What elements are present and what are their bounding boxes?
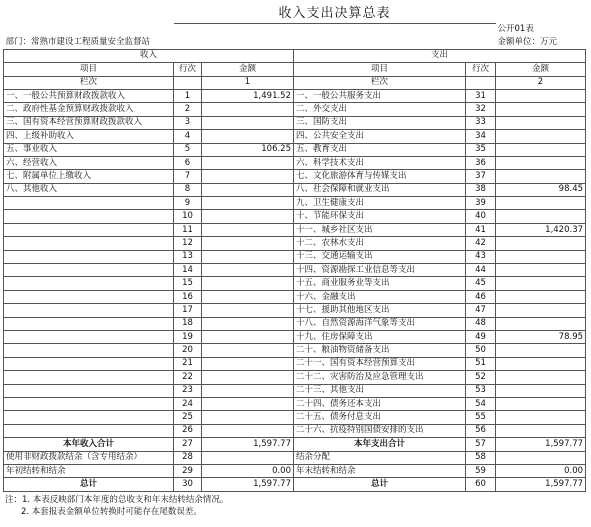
expense-amount <box>496 384 586 397</box>
income-item <box>4 384 174 397</box>
total-row <box>4 451 586 464</box>
dept-row <box>4 36 586 49</box>
table-row <box>4 371 586 384</box>
expense-item: 十九、住房保障支出 <box>294 330 466 343</box>
income-amount <box>202 290 294 303</box>
income-amount <box>202 384 294 397</box>
notes <box>3 494 585 518</box>
expense-item: 二十二、灾害防治及应急管理支出 <box>294 371 466 384</box>
income-amount <box>202 103 294 116</box>
expense-amount <box>496 170 586 183</box>
income-row-no: 28 <box>174 451 202 464</box>
total-row <box>4 478 586 491</box>
expense-row-no: 58 <box>466 451 496 464</box>
income-item <box>4 411 174 424</box>
income-amount <box>202 210 294 223</box>
income-item: 一、一般公共预算财政拨款收入 <box>4 89 174 102</box>
expense-amount <box>496 357 586 370</box>
table-row <box>4 384 586 397</box>
table-row <box>4 397 586 410</box>
expense-item-header: 项目 <box>294 63 466 76</box>
income-row-no: 13 <box>174 250 202 263</box>
income-amount <box>202 424 294 437</box>
expense-amount <box>496 103 586 116</box>
expense-row-no: 44 <box>466 264 496 277</box>
income-amount <box>202 223 294 236</box>
income-row-no: 16 <box>174 290 202 303</box>
expense-amount <box>496 143 586 156</box>
income-row-no: 25 <box>174 411 202 424</box>
expense-item: 二十三、其他支出 <box>294 384 466 397</box>
income-row-no: 23 <box>174 384 202 397</box>
expense-amount <box>496 130 586 143</box>
expense-row-no: 39 <box>466 197 496 210</box>
income-item: 七、附属单位上缴收入 <box>4 170 174 183</box>
expense-row-no: 56 <box>466 424 496 437</box>
expense-row-no: 52 <box>466 371 496 384</box>
expense-amount <box>496 250 586 263</box>
table-row <box>4 424 586 437</box>
income-row-no: 18 <box>174 317 202 330</box>
income-item <box>4 304 174 317</box>
expense-row-no: 40 <box>466 210 496 223</box>
income-row-no: 3 <box>174 116 202 129</box>
income-row-no: 14 <box>174 264 202 277</box>
table-row <box>4 223 586 236</box>
expense-row-no: 31 <box>466 89 496 102</box>
table-row <box>4 250 586 263</box>
expense-item: 二十一、国有资本经营预算支出 <box>294 357 466 370</box>
income-row-no: 29 <box>174 464 202 477</box>
note-2: 2. 本套报表金额单位转换时可能存在尾数误差。 <box>21 506 202 517</box>
income-row-no: 17 <box>174 304 202 317</box>
expense-row-no: 32 <box>466 103 496 116</box>
expense-row-no: 45 <box>466 277 496 290</box>
income-row-no: 4 <box>174 130 202 143</box>
income-amount <box>202 330 294 343</box>
title-row <box>4 3 586 24</box>
table-row <box>4 344 586 357</box>
expense-item: 十二、农林水支出 <box>294 237 466 250</box>
table-row <box>4 317 586 330</box>
expense-item: 三、国防支出 <box>294 116 466 129</box>
income-item <box>4 317 174 330</box>
income-row-no: 11 <box>174 223 202 236</box>
table-row <box>4 290 586 303</box>
expense-item: 八、社会保障和就业支出 <box>294 183 466 196</box>
expense-row-no: 51 <box>466 357 496 370</box>
expense-total-label: 本年支出合计 <box>294 438 466 451</box>
income-row-no: 8 <box>174 183 202 196</box>
expense-row-no: 43 <box>466 250 496 263</box>
expense-header: 支出 <box>294 49 586 62</box>
income-amount <box>202 371 294 384</box>
expense-row-no: 53 <box>466 384 496 397</box>
income-row-no: 30 <box>174 478 202 491</box>
table-row <box>4 264 586 277</box>
expense-row-no: 34 <box>466 130 496 143</box>
expense-amount <box>496 197 586 210</box>
expense-row-no: 49 <box>466 330 496 343</box>
table-row <box>4 116 586 129</box>
expense-row-no: 57 <box>466 438 496 451</box>
income-amount <box>202 130 294 143</box>
expense-amount <box>496 156 586 169</box>
income-code-label: 栏次 <box>4 76 174 89</box>
expense-amount <box>496 277 586 290</box>
expense-amount <box>496 89 586 102</box>
expense-item: 二、外交支出 <box>294 103 466 116</box>
income-row-header: 行次 <box>174 63 202 76</box>
note-1: 注：1. 本表反映部门本年度的总收支和年末结转结余情况。 <box>5 494 229 505</box>
income-row-no: 19 <box>174 330 202 343</box>
income-item <box>4 344 174 357</box>
expense-item: 十四、资源勘探工业信息等支出 <box>294 264 466 277</box>
expense-amount <box>496 290 586 303</box>
table-row <box>4 143 586 156</box>
total-row <box>4 464 586 477</box>
income-amount <box>202 304 294 317</box>
expense-amount: 1,420.37 <box>496 223 586 236</box>
income-item <box>4 197 174 210</box>
expense-item: 七、文化旅游体育与传媒支出 <box>294 170 466 183</box>
income-amount: 1,491.52 <box>202 89 294 102</box>
expense-item: 五、教育支出 <box>294 143 466 156</box>
section-header-row <box>4 49 586 62</box>
table-row <box>4 411 586 424</box>
expense-row-no: 46 <box>466 290 496 303</box>
expense-item: 十六、金融支出 <box>294 290 466 303</box>
expense-code-label: 栏次 <box>294 76 466 89</box>
expense-row-no: 36 <box>466 156 496 169</box>
income-amount <box>202 156 294 169</box>
income-col-number: 1 <box>202 76 294 89</box>
table-row <box>4 89 586 102</box>
income-item <box>4 277 174 290</box>
income-amount <box>202 411 294 424</box>
income-item: 二、政府性基金预算财政拨款收入 <box>4 103 174 116</box>
income-amount <box>202 357 294 370</box>
income-item <box>4 424 174 437</box>
income-item: 六、经营收入 <box>4 156 174 169</box>
income-row-no: 20 <box>174 344 202 357</box>
income-row-no: 7 <box>174 170 202 183</box>
income-amount <box>202 317 294 330</box>
income-total-label: 年初结转和结余 <box>4 464 174 477</box>
income-item <box>4 330 174 343</box>
expense-total-label: 总计 <box>294 478 466 491</box>
unit-label: 金额单位：万元 <box>497 37 558 48</box>
expense-total-amount <box>496 451 586 464</box>
income-row-no: 9 <box>174 197 202 210</box>
expense-amount <box>496 397 586 410</box>
income-item: 三、国有资本经营预算财政拨款收入 <box>4 116 174 129</box>
expense-item: 十一、城乡社区支出 <box>294 223 466 236</box>
expense-item: 二十四、债务还本支出 <box>294 397 466 410</box>
expense-total-label: 结余分配 <box>294 451 466 464</box>
table-row <box>4 237 586 250</box>
expense-col-number: 2 <box>496 76 586 89</box>
table-row <box>4 210 586 223</box>
income-item <box>4 397 174 410</box>
department-label: 部门：常熟市建设工程质量安全监督站 <box>5 37 151 48</box>
column-header-row <box>4 63 586 76</box>
income-total-label: 使用非财政拨款结余（含专用结余） <box>4 451 174 464</box>
expense-amount-header: 金额 <box>496 63 586 76</box>
income-row-no: 2 <box>174 103 202 116</box>
expense-item: 二十、粮油物资储备支出 <box>294 344 466 357</box>
income-row-no: 10 <box>174 210 202 223</box>
expense-amount: 98.45 <box>496 183 586 196</box>
income-amount <box>202 397 294 410</box>
table-row <box>4 304 586 317</box>
expense-total-amount: 1,597.77 <box>496 478 586 491</box>
expense-amount <box>496 210 586 223</box>
table-row <box>4 330 586 343</box>
income-amount: 106.25 <box>202 143 294 156</box>
income-item: 四、上级补助收入 <box>4 130 174 143</box>
income-amount-header: 金额 <box>202 63 294 76</box>
income-total-amount: 0.00 <box>202 464 294 477</box>
table-row <box>4 277 586 290</box>
income-row-no: 6 <box>174 156 202 169</box>
expense-item: 十七、援助其他地区支出 <box>294 304 466 317</box>
income-row-no: 22 <box>174 371 202 384</box>
report-sheet <box>3 3 585 518</box>
total-row <box>4 438 586 451</box>
expense-item: 四、公共安全支出 <box>294 130 466 143</box>
income-header: 收入 <box>4 49 294 62</box>
expense-item: 六、科学技术支出 <box>294 156 466 169</box>
income-row-no: 12 <box>174 237 202 250</box>
income-total-label: 总计 <box>4 478 174 491</box>
income-total-label: 本年收入合计 <box>4 438 174 451</box>
income-item <box>4 357 174 370</box>
income-amount <box>202 116 294 129</box>
expense-amount <box>496 411 586 424</box>
column-code-row <box>4 76 586 89</box>
summary-table <box>3 3 586 492</box>
expense-amount <box>496 237 586 250</box>
form-no-row <box>4 24 586 37</box>
expense-amount <box>496 424 586 437</box>
expense-item: 十、节能环保支出 <box>294 210 466 223</box>
income-item <box>4 371 174 384</box>
income-total-amount: 1,597.77 <box>202 438 294 451</box>
expense-row-no: 54 <box>466 397 496 410</box>
income-item <box>4 210 174 223</box>
expense-amount <box>496 371 586 384</box>
expense-amount <box>496 264 586 277</box>
expense-row-no: 35 <box>466 143 496 156</box>
expense-row-no: 42 <box>466 237 496 250</box>
expense-row-no: 59 <box>466 464 496 477</box>
income-item <box>4 237 174 250</box>
expense-item: 十八、自然资源海洋气象等支出 <box>294 317 466 330</box>
income-amount <box>202 170 294 183</box>
income-item <box>4 250 174 263</box>
income-amount <box>202 197 294 210</box>
income-amount <box>202 250 294 263</box>
income-total-amount <box>202 451 294 464</box>
expense-amount <box>496 344 586 357</box>
table-row <box>4 197 586 210</box>
income-amount <box>202 344 294 357</box>
income-item: 八、其他收入 <box>4 183 174 196</box>
expense-row-header: 行次 <box>466 63 496 76</box>
expense-item: 一、一般公共服务支出 <box>294 89 466 102</box>
table-row <box>4 183 586 196</box>
expense-amount: 78.95 <box>496 330 586 343</box>
expense-row-no: 38 <box>466 183 496 196</box>
table-row <box>4 103 586 116</box>
expense-row-no: 47 <box>466 304 496 317</box>
income-row-no: 5 <box>174 143 202 156</box>
expense-row-no: 48 <box>466 317 496 330</box>
expense-amount <box>496 317 586 330</box>
table-row <box>4 357 586 370</box>
table-row <box>4 170 586 183</box>
expense-total-amount: 1,597.77 <box>496 438 586 451</box>
expense-row-no: 60 <box>466 478 496 491</box>
income-row-no: 1 <box>174 89 202 102</box>
income-row-no: 24 <box>174 397 202 410</box>
expense-item: 二十六、抗疫特别国债安排的支出 <box>294 424 466 437</box>
income-amount <box>202 183 294 196</box>
expense-item: 十五、商业服务业等支出 <box>294 277 466 290</box>
expense-row-no: 33 <box>466 116 496 129</box>
table-row <box>4 130 586 143</box>
income-item <box>4 223 174 236</box>
income-row-no: 27 <box>174 438 202 451</box>
income-item <box>4 264 174 277</box>
expense-amount <box>496 304 586 317</box>
expense-row-no: 37 <box>466 170 496 183</box>
expense-item: 十三、交通运输支出 <box>294 250 466 263</box>
income-item-header: 项目 <box>4 63 174 76</box>
expense-item: 二十五、债务付息支出 <box>294 411 466 424</box>
income-row-no: 21 <box>174 357 202 370</box>
income-amount <box>202 264 294 277</box>
table-row <box>4 156 586 169</box>
form-number: 公开01表 <box>497 24 534 35</box>
income-total-amount: 1,597.77 <box>202 478 294 491</box>
expense-row-no: 50 <box>466 344 496 357</box>
report-title: 收入支出决算总表 <box>174 3 496 24</box>
expense-row-no: 41 <box>466 223 496 236</box>
income-row-no: 15 <box>174 277 202 290</box>
expense-amount <box>496 116 586 129</box>
expense-total-label: 年末结转和结余 <box>294 464 466 477</box>
income-amount <box>202 237 294 250</box>
income-item: 五、事业收入 <box>4 143 174 156</box>
income-item <box>4 290 174 303</box>
income-row-no: 26 <box>174 424 202 437</box>
income-amount <box>202 277 294 290</box>
expense-item: 九、卫生健康支出 <box>294 197 466 210</box>
expense-row-no: 55 <box>466 411 496 424</box>
expense-total-amount: 0.00 <box>496 464 586 477</box>
